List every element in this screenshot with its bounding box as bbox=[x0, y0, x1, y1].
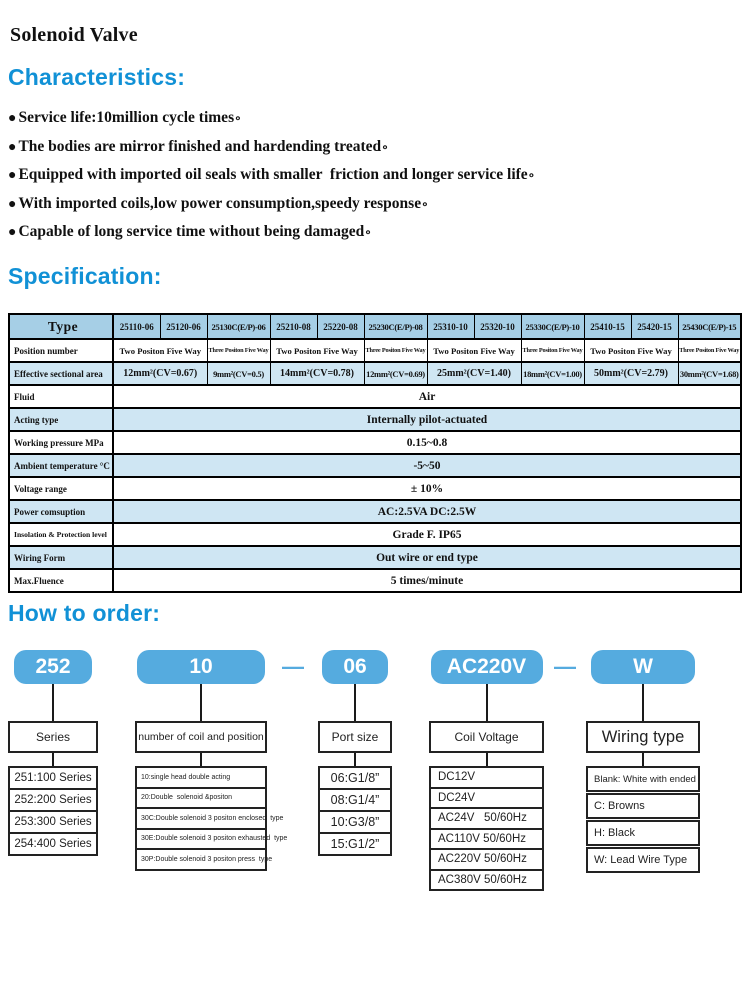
order-code-pill: 10 bbox=[137, 650, 265, 684]
type-code-cell: 25130C(E/P)-06 bbox=[207, 314, 270, 339]
type-code-cell: 25310-10 bbox=[427, 314, 474, 339]
option-item: 20:Double solenoid &positon bbox=[135, 787, 267, 810]
row-label: Voltage range bbox=[9, 477, 113, 500]
row-label: Acting type bbox=[9, 408, 113, 431]
order-column-series bbox=[8, 638, 98, 856]
order-column-coil-position bbox=[135, 638, 288, 871]
order-code-pill: AC220V bbox=[431, 650, 543, 684]
row-value: Air bbox=[113, 385, 741, 408]
order-options-list bbox=[318, 766, 392, 856]
row-label: Effective sectional area bbox=[9, 362, 113, 385]
row-value: Out wire or end type bbox=[113, 546, 741, 569]
option-item: H: Black bbox=[586, 820, 700, 846]
option-item: 254:400 Series bbox=[8, 832, 98, 856]
type-code-cell: 25210-08 bbox=[270, 314, 317, 339]
order-label-box: Port size bbox=[318, 721, 392, 753]
bullet-icon: ● bbox=[8, 225, 17, 241]
row-label: Position number bbox=[9, 339, 113, 362]
bullet-icon: ● bbox=[8, 196, 17, 212]
connector-line bbox=[642, 684, 644, 721]
connector-line bbox=[200, 684, 202, 721]
position-cell: Three Positon Five Way bbox=[678, 339, 741, 362]
period-mark: ∘ bbox=[234, 111, 242, 125]
row-value: ± 10% bbox=[113, 477, 741, 500]
column-header: Type bbox=[9, 314, 113, 339]
row-label: Max.Fluence bbox=[9, 569, 113, 592]
option-item: 10:single head double acting bbox=[135, 766, 267, 789]
period-mark: ∘ bbox=[364, 225, 372, 240]
order-column-coil-voltage bbox=[429, 638, 544, 891]
dash-separator: — bbox=[554, 654, 576, 679]
type-code-cell: 25220-08 bbox=[317, 314, 364, 339]
table-row bbox=[9, 523, 741, 546]
table-row bbox=[9, 569, 741, 592]
type-code-cell: 25120-06 bbox=[160, 314, 207, 339]
area-cell: 30mm²(CV=1.68) bbox=[678, 362, 741, 385]
order-label-box: number of coil and position bbox=[135, 721, 267, 753]
list-item bbox=[8, 190, 535, 219]
row-label: Wiring Form bbox=[9, 546, 113, 569]
order-column-wiring-type bbox=[586, 638, 700, 873]
list-item bbox=[8, 133, 535, 162]
bullet-text: The bodies are mirror finished and hardending treated bbox=[18, 137, 382, 155]
table-row bbox=[9, 362, 741, 385]
connector-line bbox=[642, 753, 644, 766]
option-item: DC12V bbox=[429, 766, 544, 789]
area-cell: 14mm²(CV=0.78) bbox=[270, 362, 364, 385]
order-column-port-size bbox=[318, 638, 392, 856]
option-item: 06:G1/8” bbox=[318, 766, 392, 790]
table-row bbox=[9, 339, 741, 362]
option-item: 30P:Double solenoid 3 positon press type bbox=[135, 848, 267, 871]
row-label: Power comsuption bbox=[9, 500, 113, 523]
characteristics-list bbox=[8, 104, 535, 247]
how-to-order-heading: How to order: bbox=[8, 600, 161, 626]
list-item bbox=[8, 161, 535, 190]
table-row bbox=[9, 546, 741, 569]
bullet-icon: ● bbox=[8, 139, 17, 155]
row-value: AC:2.5VA DC:2.5W bbox=[113, 500, 741, 523]
area-cell: 18mm²(CV=1.00) bbox=[521, 362, 584, 385]
connector-line bbox=[52, 684, 54, 721]
table-row bbox=[9, 477, 741, 500]
row-label: Working pressure MPa bbox=[9, 431, 113, 454]
position-cell: Three Positon Five Way bbox=[521, 339, 584, 362]
order-options-list bbox=[429, 766, 544, 891]
position-cell: Three Positon Five Way bbox=[207, 339, 270, 362]
area-cell: 50mm²(CV=2.79) bbox=[584, 362, 678, 385]
option-item: 08:G1/4” bbox=[318, 788, 392, 812]
table-row bbox=[9, 314, 741, 339]
list-item bbox=[8, 218, 535, 247]
type-code-cell: 25320-10 bbox=[474, 314, 521, 339]
position-cell: Two Positon Five Way bbox=[113, 339, 207, 362]
type-code-cell: 25420-15 bbox=[631, 314, 678, 339]
option-item: AC110V 50/60Hz bbox=[429, 828, 544, 851]
table-row bbox=[9, 385, 741, 408]
bullet-text: With imported coils,low power consumption,speedy response bbox=[18, 194, 422, 212]
connector-line bbox=[486, 753, 488, 766]
option-item: Blank: White with ended bbox=[586, 766, 700, 792]
table-row bbox=[9, 431, 741, 454]
connector-line bbox=[486, 684, 488, 721]
order-options-list bbox=[586, 766, 700, 873]
option-item: 252:200 Series bbox=[8, 788, 98, 812]
option-item: AC380V 50/60Hz bbox=[429, 869, 544, 892]
position-cell: Two Positon Five Way bbox=[584, 339, 678, 362]
order-label-box: Wiring type bbox=[586, 721, 700, 753]
row-value: Internally pilot-actuated bbox=[113, 408, 741, 431]
page-title: Solenoid Valve bbox=[10, 24, 138, 46]
period-mark: ∘ bbox=[421, 196, 429, 211]
order-label-box: Series bbox=[8, 721, 98, 753]
bullet-text: Equipped with imported oil seals with smaller friction and longer service life bbox=[18, 166, 528, 184]
list-item bbox=[8, 104, 535, 133]
table-row bbox=[9, 500, 741, 523]
connector-line bbox=[52, 753, 54, 766]
option-item: 251:100 Series bbox=[8, 766, 98, 790]
specification-heading: Specification: bbox=[8, 263, 162, 289]
period-mark: ∘ bbox=[527, 168, 536, 183]
position-cell: Three Positon Five Way bbox=[364, 339, 427, 362]
row-label: Fluid bbox=[9, 385, 113, 408]
area-cell: 12mm²(CV=0.67) bbox=[113, 362, 207, 385]
table-row bbox=[9, 454, 741, 477]
option-item: 30E:Double solenoid 3 positon exhausted type bbox=[135, 828, 267, 851]
order-label-box: Coil Voltage bbox=[429, 721, 544, 753]
option-item: 30C:Double solenoid 3 positon enclosed type bbox=[135, 807, 267, 830]
characteristics-heading: Characteristics: bbox=[8, 64, 186, 90]
connector-line bbox=[354, 684, 356, 721]
row-label: Ambient temperature °C bbox=[9, 454, 113, 477]
option-item: C: Browns bbox=[586, 793, 700, 819]
option-item: 10:G3/8” bbox=[318, 810, 392, 834]
bullet-icon: ● bbox=[8, 111, 17, 126]
type-code-cell: 25230C(E/P)-08 bbox=[364, 314, 427, 339]
position-cell: Two Positon Five Way bbox=[427, 339, 521, 362]
order-code-pill: 252 bbox=[14, 650, 92, 684]
connector-line bbox=[200, 753, 202, 766]
dash-separator: — bbox=[282, 654, 304, 679]
bullet-icon: ● bbox=[8, 168, 17, 184]
row-value: -5~50 bbox=[113, 454, 741, 477]
connector-line bbox=[354, 753, 356, 766]
type-code-cell: 25410-15 bbox=[584, 314, 631, 339]
type-code-cell: 25110-06 bbox=[113, 314, 160, 339]
type-code-cell: 25330C(E/P)-10 bbox=[521, 314, 584, 339]
row-value: Grade F. IP65 bbox=[113, 523, 741, 546]
order-options-list bbox=[8, 766, 98, 856]
option-item: 253:300 Series bbox=[8, 810, 98, 834]
area-cell: 25mm²(CV=1.40) bbox=[427, 362, 521, 385]
order-code-pill: W bbox=[591, 650, 695, 684]
bullet-text: Service life:10million cycle times bbox=[18, 109, 235, 126]
period-mark: ∘ bbox=[381, 139, 389, 154]
row-value: 0.15~0.8 bbox=[113, 431, 741, 454]
position-cell: Two Positon Five Way bbox=[270, 339, 364, 362]
order-diagram bbox=[0, 638, 750, 982]
bullet-text: Capable of long service time without being damaged bbox=[18, 223, 365, 241]
order-options-list bbox=[135, 766, 288, 871]
specification-table bbox=[8, 313, 742, 593]
type-code-cell: 25430C(E/P)-15 bbox=[678, 314, 741, 339]
row-value: 5 times/minute bbox=[113, 569, 741, 592]
option-item: AC220V 50/60Hz bbox=[429, 848, 544, 871]
option-item: DC24V bbox=[429, 787, 544, 810]
order-code-pill: 06 bbox=[322, 650, 388, 684]
option-item: 15:G1/2” bbox=[318, 832, 392, 856]
area-cell: 12mm²(CV=0.69) bbox=[364, 362, 427, 385]
area-cell: 9mm²(CV=0.5) bbox=[207, 362, 270, 385]
option-item: AC24V 50/60Hz bbox=[429, 807, 544, 830]
row-label: Insolation & Protection level bbox=[9, 523, 113, 546]
table-row bbox=[9, 408, 741, 431]
option-item: W: Lead Wire Type bbox=[586, 847, 700, 873]
